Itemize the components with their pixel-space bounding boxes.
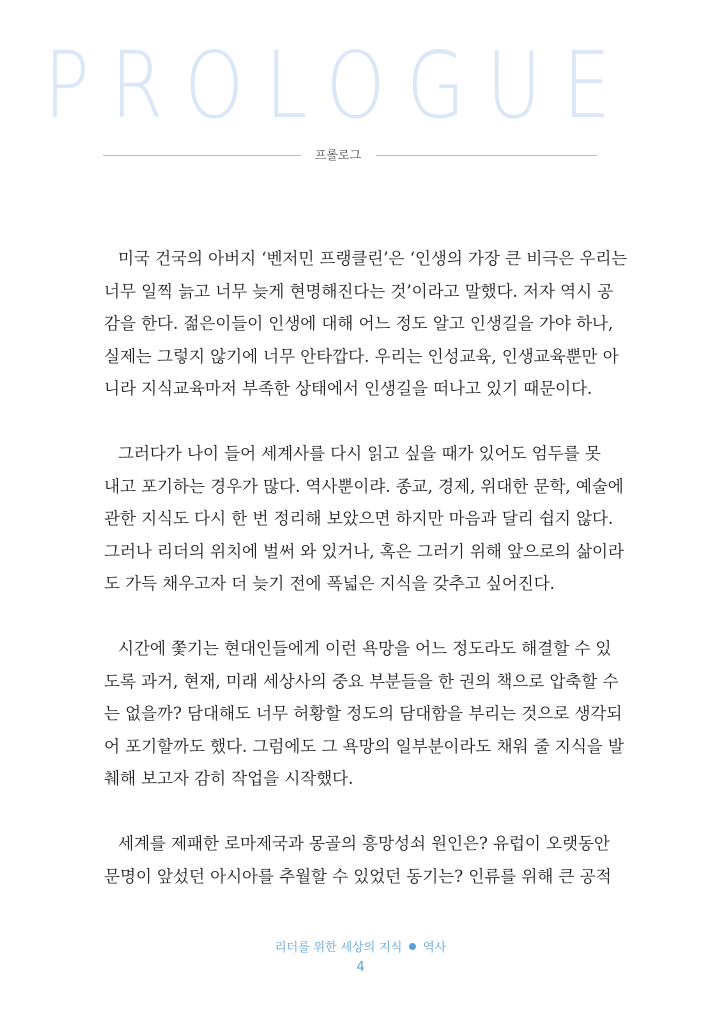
bullet-dot-icon	[409, 943, 416, 950]
text-line: 시간에 쫓기는 현대인들에게 이런 욕망을 어느 정도라도 해결할 수 있	[118, 639, 612, 658]
text-line: 췌해 보고자 감히 작업을 시작했다.	[104, 769, 354, 788]
divider-left	[103, 155, 301, 156]
text-line: 는 없을까? 담대해도 너무 허황할 정도의 담대함을 부리는 것으로 생각되	[104, 704, 623, 723]
running-footer	[0, 938, 721, 955]
text-line: 너무 일찍 늙고 너무 늦게 현명해진다는 것’이라고 말했다. 저자 역시 공	[104, 281, 614, 301]
paragraph-2	[104, 438, 624, 601]
text-line: 어 포기할까도 했다. 그럼에도 그 욕망의 일부분이라도 채워 줄 지식을 발	[104, 736, 624, 756]
page-number: 4	[356, 960, 365, 975]
page-title: PROLOGUE	[44, 32, 632, 139]
paragraph-4	[104, 828, 612, 893]
text-line: 그러나 리더의 위치에 벌써 와 있거나, 혹은 그러기 위해 앞으로의 삶이라	[104, 541, 624, 561]
text-line: 도록 과거, 현재, 미래 세상사의 중요 부분들을 한 권의 책으로 압축할 수	[104, 671, 619, 691]
book-title: 리더를 위한 세상의 지식	[274, 940, 403, 954]
text-line: 니라 지식교육마저 부족한 상태에서 인생길을 떠나고 있기 때문이다.	[104, 379, 593, 398]
divider-right	[376, 155, 597, 156]
text-line: 미국 건국의 아버지 ‘벤저민 프랭클린’은 ‘인생의 가장 큰 비극은 우리는	[118, 249, 628, 268]
body-text	[104, 243, 628, 926]
text-line: 감을 한다. 젊은이들이 인생에 대해 어느 정도 알고 인생길을 가야 하나,	[104, 314, 614, 333]
paragraph-1	[104, 243, 628, 406]
text-line: 그러다가 나이 들어 세계사를 다시 읽고 싶을 때가 있어도 엄두를 못	[118, 444, 601, 463]
text-line: 실제는 그렇지 않기에 너무 안타깝다. 우리는 인성교육, 인생교육뿐만 아	[104, 346, 619, 366]
text-line: 문명이 앞섰던 아시아를 추월할 수 있었던 동기는? 인류를 위해 큰 공적	[104, 866, 612, 886]
section-name: 역사	[422, 940, 447, 954]
text-line: 도 가득 채우고자 더 늦기 전에 폭넓은 지식을 갖추고 싶어진다.	[104, 574, 555, 593]
text-line: 내고 포기하는 경우가 많다. 역사뿐이랴. 종교, 경제, 위대한 문학, 예술에	[104, 476, 624, 496]
text-line: 세계를 제패한 로마제국과 몽골의 흥망성쇠 원인은? 유럽이 오랫동안	[118, 834, 610, 853]
paragraph-3	[104, 633, 624, 796]
page-subtitle: 프롤로그	[314, 148, 362, 162]
text-line: 관한 지식도 다시 한 번 정리해 보았으면 하지만 마음과 달리 쉽지 않다.	[104, 509, 614, 528]
